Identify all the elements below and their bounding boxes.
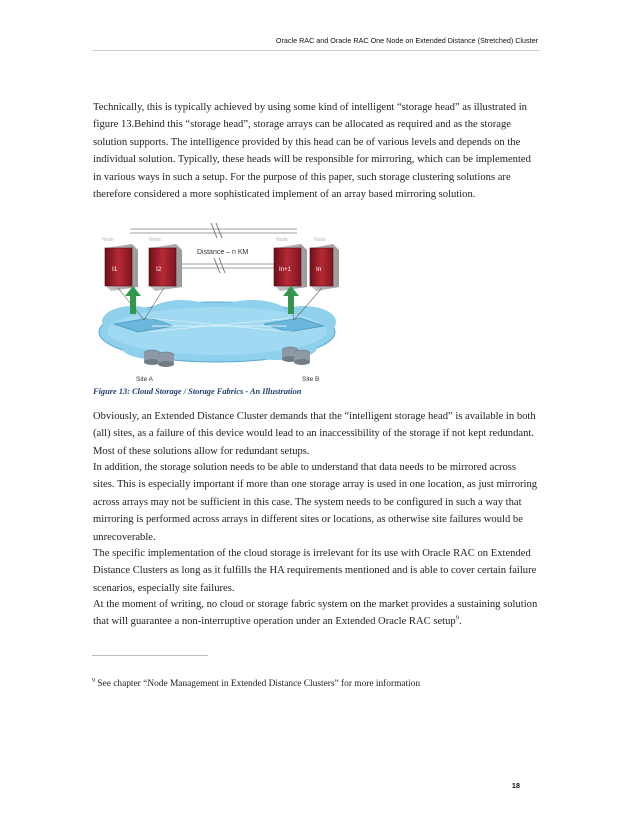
node-label: Node: [102, 237, 114, 243]
paragraph-market-status: [93, 596, 538, 631]
instance-label: In+1: [279, 267, 291, 273]
cloud-storage-diagram: [92, 214, 342, 386]
distance-label: Distance – n KM: [197, 249, 249, 256]
footnote-divider: [92, 655, 208, 656]
paragraph-period: .: [458, 616, 462, 628]
server-node-3: [274, 244, 307, 291]
paragraph-redundancy: Obviously, an Extended Distance Cluster demands that the “intelligent storage head” is available in both (all) sites, as a failure of this device would lead to an inaccessibility of the storage if not kept redundant. Most of these solutions allow for redundant setups.: [93, 411, 536, 457]
node-label: Node: [149, 237, 161, 243]
paragraph-text: At the moment of writing, no cloud or storage fabric system on the market provides a sustaining solution that will guarantee a non-interruptive operation under an Extended Oracle RAC setup: [93, 599, 538, 628]
site-b-label: Site B: [302, 376, 320, 383]
site-a-label: Site A: [136, 376, 153, 383]
running-header: Oracle RAC and Oracle RAC One Node on Extended Distance (Stretched) Cluster: [275, 36, 538, 45]
footnote: [92, 679, 420, 689]
footnote-number: 9: [92, 677, 95, 684]
footnote-reference[interactable]: 9: [455, 614, 459, 622]
footnote-text: See chapter “Node Management in Extended Distance Clusters” for more information: [97, 679, 421, 689]
node-label: Node: [314, 237, 326, 243]
instance-label: I2: [156, 266, 162, 273]
instance-label: I1: [112, 266, 118, 273]
instance-label: In: [316, 266, 322, 273]
server-node-4: [310, 244, 339, 291]
page-number: 18: [511, 781, 520, 790]
paragraph-implementation: The specific implementation of the cloud storage is irrelevant for its use with Oracle RAC on Extended Distance Clusters as long as it fulfills the HA requirements mentioned and is able to cover certain failure scenarios, especially site failures.: [93, 548, 537, 594]
paragraph-mirroring: In addition, the storage solution needs to be able to understand that data needs to be mirrored across sites. This is especially important if more than one storage array is used in one location, as just mirroring across arrays may not be sufficient in this case. The system needs to be configured in such a way that mirroring is performed across arrays in different sites or locations, as otherwise site failures would be unrecoverable.: [93, 462, 538, 543]
disk-array-site-a: [144, 350, 174, 367]
server-node-2: [149, 244, 182, 291]
node-label: Node: [276, 237, 288, 243]
figure-caption: Figure 13: Cloud Storage / Storage Fabrics - An Illustration: [93, 387, 302, 396]
header-divider: [92, 50, 540, 51]
server-node-1: [105, 244, 138, 291]
paragraph-storage-head: Technically, this is typically achieved by using some kind of intelligent “storage head” as illustrated in figure 13.Behind this “storage head”, storage arrays can be allocated as required and as the storage solution supports. The intelligence provided by this head can be of various levels and depends on the individual solution. Typically, these heads will be responsible for mirroring, which can be implemented in various ways in such a setup. For the purpose of this paper, such storage clustering solutions are therefore considered a more sophisticated implement of an array based mirroring solution.: [93, 102, 531, 201]
cloud-storage-figure: [92, 214, 342, 386]
